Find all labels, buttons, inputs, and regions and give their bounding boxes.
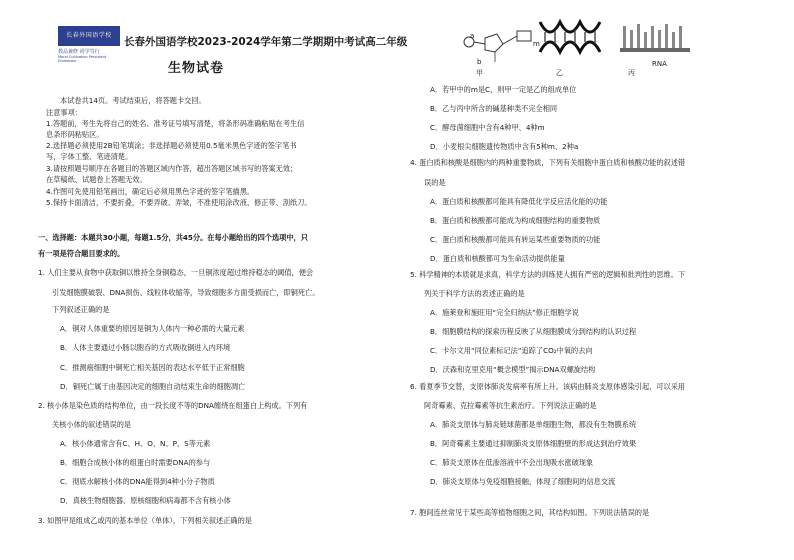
note-line: 3.请按照题号顺序在各题目的答题区域内作答，超出答题区域书写的答案无效； [46,164,298,173]
option: C．酵母菌细胞中含有4种甲、4种m [430,123,545,132]
question-stem: 误的是 [424,178,446,187]
question-stem: 6. 看夏季节交替，支原体肺炎发病率有所上升。该病由肺炎支原体感染引起，可以采用 [410,382,686,391]
school-logo [58,26,120,66]
note-line: 息条形码粘贴区。 [46,130,104,139]
note-line: 写，字体工整、笔迹清楚。 [46,152,133,161]
logo-tagline-en: Moral Cultivation Persistent Endeavour [58,55,107,63]
option: D．小麦根尖细胞遗传物质中含有5种m、2种a [430,142,579,151]
figure-label-b: b [477,58,482,66]
note-line: 2.选择题必须使用2B铅笔填涂；非选择题必须使用0.5毫米黑色字迹的签字笔书 [46,141,297,150]
figure-label-a: a [470,32,475,40]
question-stem: 3. 如图甲是组成乙或丙的基本单位（单体），下列相关叙述正确的是 [38,516,252,525]
nucleotide-dna-rna-figure [455,12,695,84]
option: B．阿奇霉素主要通过抑制肺炎支原体细胞壁的形成达到治疗效果 [430,439,637,448]
option: A．核小体通常含有C、H、O、N、P、S等元素 [60,439,211,448]
section-heading: 一、选择题：本题共30小题，每题1.5分，共45分。在每小题给出的四个选项中，只 [38,233,308,242]
logo-tagline: 教品兼修 尚学笃行 [58,49,100,55]
note-line: 1.答题前，考生先将自己的姓名、准考证号填写清楚，将条形码准确粘贴在考生信 [46,119,305,128]
figure-label-rna: RNA [652,60,667,68]
option: D．铜死亡属于由基因决定的细胞自动结束生命的细胞凋亡 [60,382,246,391]
option: C．蛋白质和核酸都可能具有转运某些重要物质的功能 [430,235,601,244]
question-stem: 5. 科学精神的本质就是求真，科学方法的训练使人拥有严密的逻辑和批判性的思维。下 [410,270,686,279]
option: C．推测癌细胞中铜死亡相关基因的表达水平低于正常细胞 [60,363,245,372]
note-line: 5.保持卡面清洁，不要折叠，不要弄破、弄皱，不准使用涂改液、修正带、刮纸刀。 [46,198,312,207]
logo-text: 长春外国语学校 [58,26,120,46]
question-stem: 阿奇霉素、克拉霉素等抗生素治疗。下列说法正确的是 [424,401,597,410]
note-line: 4.作图可先使用铅笔画出，确定后必须用黑色字迹的签字笔描黑。 [46,187,255,196]
question-stem: 2. 核小体是染色质的结构单位，由一段长度不等的DNA缠绕在组蛋白上构成。下列有 [38,401,308,410]
option: D．肺炎支原体与免疫细胞接触，体现了细胞间的信息交流 [430,477,616,486]
option: B．人体主要通过小肠以胞吞的方式吸收铜进入内环境 [60,343,231,352]
page-subtitle: 生物试卷 [168,61,225,76]
option: A．铜对人体重要的原因是铜为人体内一种必需的大量元素 [60,324,245,333]
option: D．蛋白质和核酸都可为生命活动提供能量 [430,254,565,263]
notes-title: 注意事项： [46,108,82,117]
question-stem: 关核小体的叙述错误的是 [52,420,132,429]
rna-strand-icon [620,24,690,52]
option: B．细胞膜结构的探索历程反映了从细胞膜成分到结构的认识过程 [430,327,637,336]
figure-label-bing: 丙 [628,69,635,77]
figure-label-jia: 甲 [476,69,483,77]
option: D．沃森和克里克用“概念模型”揭示DNA双螺旋结构 [430,365,596,374]
option: C．彻底水解核小体的DNA能得到4种小分子物质 [60,477,215,486]
option: A．施莱登和施旺用“完全归纳法”修正细胞学说 [430,308,579,317]
option: B．蛋白质和核酸都可能成为构成细胞结构的重要物质 [430,216,601,225]
option: A．肺炎支原体与肺炎链球菌都是单细胞生物，都没有生物膜系统 [430,420,637,429]
option: A．蛋白质和核酸都可能具有降低化学反应活化能的功能 [430,197,608,206]
question-stem: 列关于科学方法的表述正确的是 [424,289,525,298]
option: A．若甲中的m是C，则甲一定是乙的组成单位 [430,85,577,94]
figure-label-m: m [533,40,540,48]
section-heading: 有一项是符合题目要求的。 [38,249,125,258]
question-stem: 1. 人们主要从食物中获取铜以维持全身铜稳态，一旦铜浓度超过维持稳态的阈值，便会 [38,268,314,277]
option: C．卡尔文用“同位素标记法”追踪了CO₂中氧的去向 [430,346,593,355]
question-stem: 下列叙述正确的是 [52,305,110,314]
option: B．细胞合成核小体的组蛋白时需要DNA的参与 [60,458,211,467]
option: D．真核生物细胞器、原核细胞和病毒都不含有核小体 [60,496,231,505]
dna-helix-icon [540,22,600,52]
option: B．乙与丙中所含的碱基种类不完全相同 [430,104,558,113]
base-icon [517,31,531,41]
question-stem: 4. 蛋白质和核酸是细胞内的两种重要物质，下列有关细胞中蛋白质和核酸功能的叙述错 [410,158,686,167]
page-title: 长春外国语学校2023-2024学年第二学期期中考试高二年级 [124,36,408,48]
option: C．肺炎支原体在低渗溶液中不会出现吸水涨破现象 [430,458,594,467]
question-stem: 引发细胞膜破裂、DNA损伤、线粒体收缩等，导致细胞多方面受损而亡，即铜死亡。 [52,288,320,297]
figure-label-yi: 乙 [556,69,563,77]
intro-line: 本试卷共14页。考试结束后，将答题卡交回。 [60,96,206,105]
question-stem: 7. 胞间连丝常见于某些高等植物细胞之间，其结构如图。下列说法错误的是 [410,508,650,517]
note-line: 在草稿纸、试题卷上答题无效。 [46,175,147,184]
pentose-icon [485,34,503,52]
